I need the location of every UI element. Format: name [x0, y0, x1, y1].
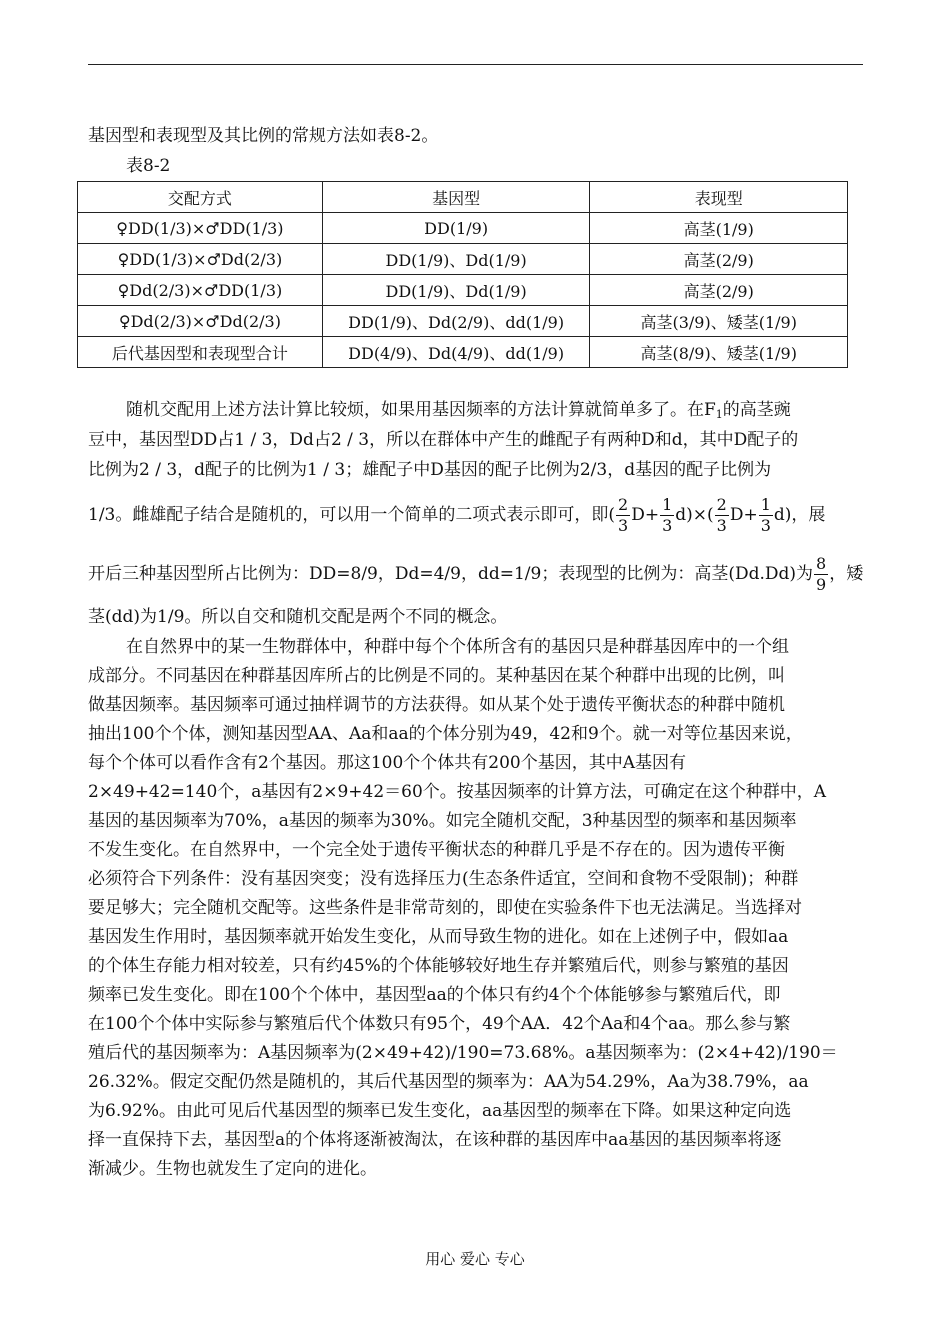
text-run: 随机交配用上述方法计算比较烦，如果用基因频率的方法计算就简单多了。在F: [126, 400, 716, 420]
header-rule: [88, 64, 863, 65]
numerator: 2: [716, 495, 727, 514]
fraction: [660, 495, 674, 536]
table-cell: 高茎(2/9): [590, 244, 848, 275]
table-cell: ♀DD(1/3)×♂DD(1/3): [78, 213, 323, 244]
table-cell: 高茎(8/9)、矮茎(1/9): [590, 337, 848, 368]
table-row: [78, 306, 848, 337]
para1-line: [88, 398, 864, 427]
table-cell: 后代基因型和表现型合计: [78, 337, 323, 368]
header-cell: 交配方式: [78, 182, 323, 213]
table-cell: ♀Dd(2/3)×♂DD(1/3): [78, 275, 323, 306]
para2-line: 为6.92%。由此可见后代基因型的频率已发生变化，aa基因型的频率在下降。如果这种定向选: [88, 1101, 792, 1121]
para2-line: 26.32%。假定交配仍然是随机的，其后代基因型的频率为：AA为54.29%，Aa为38.79%，aa: [88, 1072, 809, 1092]
text-run: D+: [729, 505, 758, 525]
denominator: 3: [662, 516, 673, 535]
denominator: 9: [816, 575, 827, 594]
table-row: [78, 213, 848, 244]
para2-line: 成部分。不同基因在种群基因库所占的比例是不同的。某种基因在某个种群中出现的比例，叫: [88, 666, 785, 686]
table-row: [78, 275, 848, 306]
table-caption: 表8-2: [126, 156, 171, 176]
table-cell: 高茎(1/9): [590, 213, 848, 244]
para2-line: 基因的基因频率为70%，a基因的频率为30%。如完全随机交配，3种基因型的频率和基因频率: [88, 811, 797, 831]
table-cell: 高茎(2/9): [590, 275, 848, 306]
para2-line: 在100个个体中实际参与繁殖后代个体数只有95个，49个AA．42个Aa和4个aa。那么参与繁: [88, 1014, 791, 1034]
para1-formula-line: [88, 490, 864, 540]
text-run: 的高茎豌: [722, 400, 791, 420]
table-cell: DD(4/9)、Dd(4/9)、dd(1/9): [322, 337, 590, 368]
table-cell: DD(1/9)、Dd(2/9)、dd(1/9): [322, 306, 590, 337]
text-run: ，矮: [829, 564, 864, 584]
para1-line: 豆中，基因型DD占1 / 3，Dd占2 / 3，所以在群体中产生的雌配子有两种D和d，其中D配子的: [88, 430, 799, 450]
denominator: 3: [618, 516, 629, 535]
para2-line: 殖后代的基因频率为：A基因频率为(2×49+42)/190=73.68%。a基因频率为：(2×4+42)/190＝: [88, 1043, 838, 1063]
table-cell: ♀DD(1/3)×♂Dd(2/3): [78, 244, 323, 275]
fraction: [715, 495, 729, 536]
header-cell: 基因型: [322, 182, 590, 213]
para2-line: 做基因频率。基因频率可通过抽样调节的方法获得。如从某个处于遗传平衡状态的种群中随机: [88, 695, 785, 715]
table-row: [78, 244, 848, 275]
denominator: 3: [760, 516, 771, 535]
text-run: d)×(: [675, 505, 714, 525]
para2-line: 要足够大；完全随机交配等。这些条件是非常苛刻的，即使在实验条件下也无法满足。当选择对: [88, 898, 802, 918]
text-run: D+: [631, 505, 660, 525]
para1-line: 茎(dd)为1/9。所以自交和随机交配是两个不同的概念。: [88, 607, 508, 627]
table-cell: 高茎(3/9)、矮茎(1/9): [590, 306, 848, 337]
para2-line: 每个个体可以看作含有2个基因。那这100个个体共有200个基因，其中A基因有: [88, 753, 686, 773]
para2-line: 不发生变化。在自然界中，一个完全处于遗传平衡状态的种群几乎是不存在的。因为遗传平衡: [88, 840, 785, 860]
subscript: 1: [715, 408, 723, 421]
para2-line: 的个体生存能力相对较差，只有约45%的个体能够较好地生存并繁殖后代，则参与繁殖的基因: [88, 956, 789, 976]
table-row: [78, 337, 848, 368]
para2-line: 在自然界中的某一生物群体中，种群中每个个体所含有的基因只是种群基因库中的一个组: [126, 637, 789, 657]
para2-line: 基因发生作用时，基因频率就开始发生变化，从而导致生物的进化。如在上述例子中，假如aa: [88, 927, 789, 947]
intro-text: 基因型和表现型及其比例的常规方法如表8-2。: [88, 126, 439, 146]
fraction: [759, 495, 773, 536]
text-run: 开后三种基因型所占比例为：DD=8/9，Dd=4/9，dd=1/9；表现型的比例为：高茎(Dd.Dd)为: [88, 564, 814, 584]
text-run: d)，展: [773, 505, 826, 525]
numerator: 2: [618, 495, 629, 514]
table-header-row: [78, 182, 848, 213]
denominator: 3: [716, 516, 727, 535]
page-footer: 用心 爱心 专心: [425, 1250, 525, 1268]
para2-line: 必须符合下列条件：没有基因突变；没有选择压力(生态条件适宜，空间和食物不受限制)；种群: [88, 869, 799, 889]
fraction: [814, 554, 828, 595]
para2-line: 渐减少。生物也就发生了定向的进化。: [88, 1159, 377, 1179]
para1-line: [88, 549, 864, 599]
table-cell: DD(1/9): [322, 213, 590, 244]
para2-line: 2×49+42=140个，a基因有2×9+42＝60个。按基因频率的计算方法，可确定在这个种群中，A: [88, 782, 827, 802]
table-cell: ♀Dd(2/3)×♂Dd(2/3): [78, 306, 323, 337]
para2-line: 抽出100个个体，测知基因型AA、Aa和aa的个体分别为49，42和9个。就一对等位基因来说，: [88, 724, 803, 744]
numerator: 1: [662, 495, 673, 514]
para2-line: 频率已发生变化。即在100个个体中，基因型aa的个体只有约4个个体能够参与繁殖后代，即: [88, 985, 781, 1005]
table-cell: DD(1/9)、Dd(1/9): [322, 244, 590, 275]
numerator: 1: [760, 495, 771, 514]
text-run: 1/3。雌雄配子结合是随机的，可以用一个简单的二项式表示即可，即(: [88, 505, 615, 525]
numerator: 8: [816, 554, 827, 573]
para1-line: 比例为2 / 3，d配子的比例为1 / 3；雄配子中D基因的配子比例为2/3，d基因的配子比例为: [88, 460, 772, 480]
mating-table: [77, 181, 848, 368]
para2-line: 择一直保持下去，基因型a的个体将逐渐被淘汰，在该种群的基因库中aa基因的基因频率将逐: [88, 1130, 782, 1150]
fraction: [616, 495, 630, 536]
header-cell: 表现型: [590, 182, 848, 213]
table-cell: DD(1/9)、Dd(1/9): [322, 275, 590, 306]
